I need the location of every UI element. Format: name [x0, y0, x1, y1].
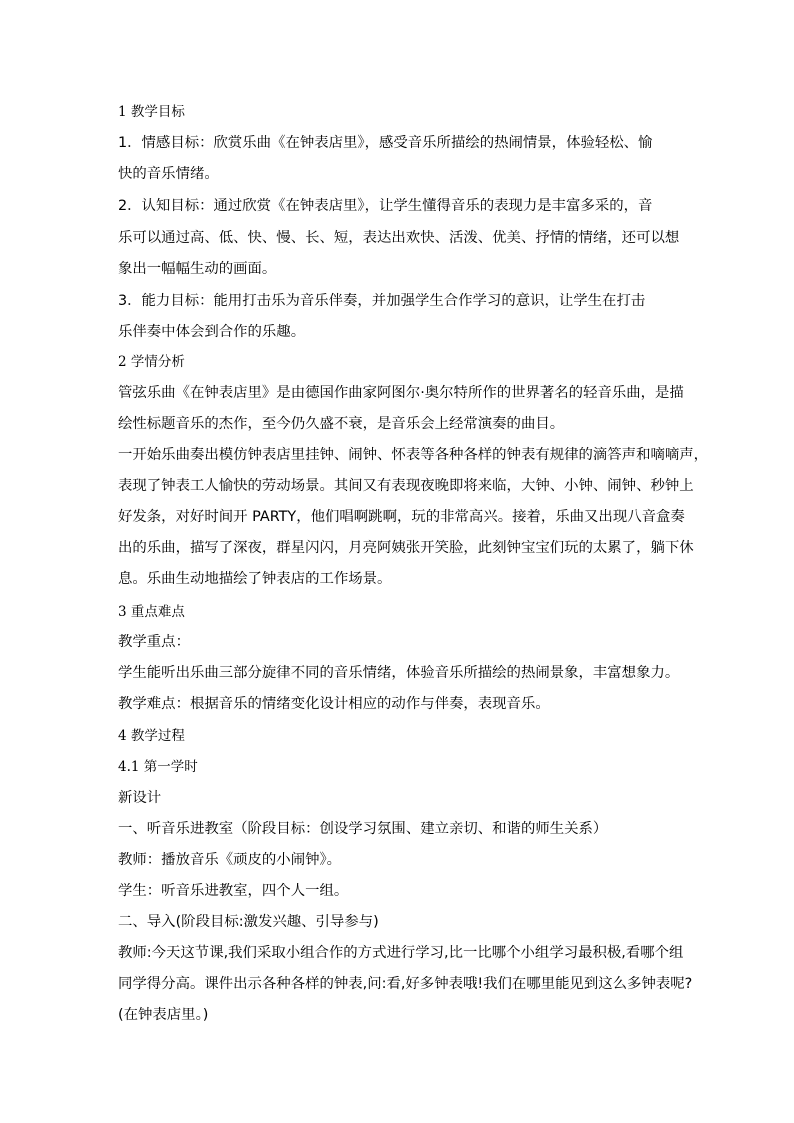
section-heading-learning-analysis: 2 学情分析 [118, 354, 185, 370]
paragraph-line: 新设计 [118, 790, 162, 806]
paragraph-line: 好发条，对好时间开 PARTY，他们唱啊跳啊，玩的非常高兴。接着，乐曲又出现八音盒奏 [118, 509, 685, 525]
paragraph-line: 教学重点： [118, 634, 190, 650]
paragraph-line: 乐可以通过高、低、快、慢、长、短，表达出欢快、活泼、优美、抒情的情绪，还可以想 [118, 230, 680, 246]
paragraph-line: 象出一幅幅生动的画面。 [118, 261, 277, 277]
paragraph-line: 3．能力目标：能用打击乐为音乐伴奏，并加强学生合作学习的意识，让学生在打击 [118, 293, 646, 309]
section-heading-key-points: 3 重点难点 [118, 604, 185, 620]
paragraph-line: 2．认知目标：通过欣赏《在钟表店里》，让学生懂得音乐的表现力是丰富多采的，音 [118, 198, 653, 214]
paragraph-line: 息。乐曲生动地描绘了钟表店的工作场景。 [118, 571, 392, 587]
paragraph-line: 二、导入(阶段目标:激发兴趣、引导参与) [118, 914, 379, 930]
paragraph-line: 乐伴奏中体会到合作的乐趣。 [118, 324, 306, 340]
paragraph-line: 同学得分高。课件出示各种各样的钟表,问:看,好多钟表哦!我们在哪里能见到这么多钟表呢? [118, 976, 693, 992]
section-heading-teaching-goals: 1 教学目标 [118, 104, 185, 120]
paragraph-line: 表现了钟表工人愉快的劳动场景。其间又有表现夜晚即将来临，大钟、小钟、闹钟、秒钟上 [118, 478, 694, 494]
paragraph-line: 出的乐曲，描写了深夜，群星闪闪，月亮阿姨张开笑脸，此刻钟宝宝们玩的太累了，躺下休 [118, 540, 694, 556]
paragraph-line: 管弦乐曲《在钟表店里》是由德国作曲家阿图尔·奥尔特所作的世界著名的轻音乐曲，是描 [118, 385, 684, 401]
paragraph-line: 教师：播放音乐《顽皮的小闹钟》。 [118, 852, 342, 868]
paragraph-line: 一开始乐曲奏出模仿钟表店里挂钟、闹钟、怀表等各种各样的钟表有规律的滴答声和嘀嘀声， [118, 447, 709, 463]
paragraph-line: 绘性标题音乐的杰作，至今仍久盛不衰，是音乐会上经常演奏的曲目。 [118, 416, 565, 432]
subsection-heading-first-period: 4.1 第一学时 [118, 759, 198, 775]
paragraph-line: 教学难点：根据音乐的情绪变化设计相应的动作与伴奏，表现音乐。 [118, 696, 550, 712]
paragraph-line: 学生：听音乐进教室，四个人一组。 [118, 883, 349, 899]
paragraph-line: 1．情感目标：欣赏乐曲《在钟表店里》，感受音乐所描绘的热闹情景，体验轻松、愉 [118, 135, 653, 151]
paragraph-line: 教师:今天这节课,我们采取小组合作的方式进行学习,比一比哪个小组学习最积极,看哪个组 [118, 945, 684, 961]
section-heading-teaching-process: 4 教学过程 [118, 728, 185, 744]
paragraph-line: 学生能听出乐曲三部分旋律不同的音乐情绪，体验音乐所描绘的热闹景象，丰富想象力。 [118, 665, 680, 681]
paragraph-line: 快的音乐情绪。 [118, 166, 219, 182]
paragraph-line: 一、听音乐进教室（阶段目标：创设学习氛围、建立亲切、和谐的师生关系） [118, 821, 608, 837]
paragraph-line: (在钟表店里。) [118, 1007, 209, 1023]
